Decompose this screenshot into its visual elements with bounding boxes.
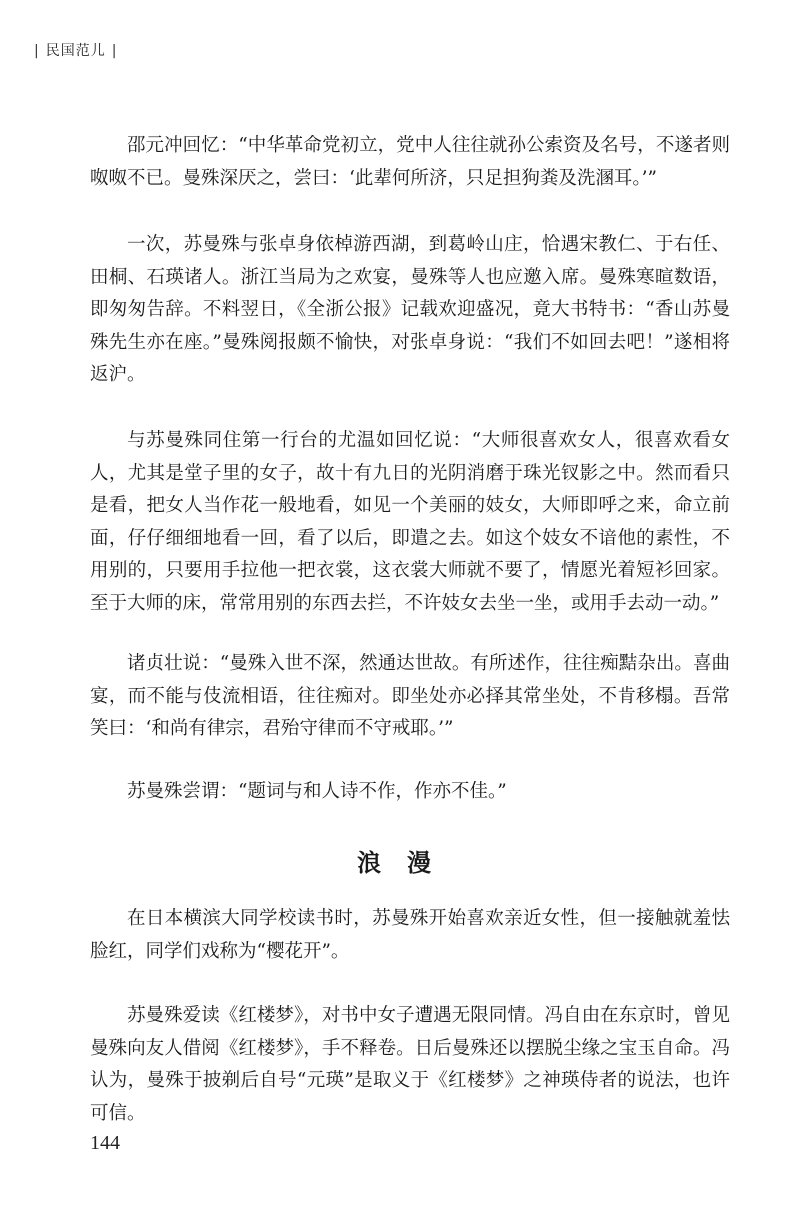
paragraph-yokohama: 在日本横滨大同学校读书时，苏曼殊开始喜欢亲近女性，但一接触就羞怯脸红，同学们戏称为“樱花开”。	[90, 908, 730, 962]
page-number: 144	[90, 1132, 120, 1154]
book-title: 民国范儿	[45, 43, 106, 59]
header-left-bar: |	[34, 43, 40, 59]
paragraph-shao-yuanchong: 邵元冲回忆：“中华革命党初立，党中人往往就孙公索资及名号，不遂者则呶呶不已。曼殊深厌之，尝曰：‘此辈何所济，只足担狗粪及洗溷耳。’”	[90, 135, 730, 189]
section-title: 浪漫	[357, 849, 457, 877]
paragraph-you-wenru: 与苏曼殊同住第一行台的尤温如回忆说：“大师很喜欢女人，很喜欢看女人，尤其是堂子里的女子，故十有九日的光阴消磨于珠光钗影之中。然而看只是看，把女人当作花一般地看，如见一个美丽的妓女，大师即呼之来，命立前面，仔仔细细地看一回，看了以后，即遣之去。如这个妓女不谙他的素性，不用别的，只要用手拉他一把衣裳，这衣裳大师就不要了，情愿光着短衫回家。至于大师的床，常常用别的东西去拦，不许妓女去坐一坐，或用手去动一动。”	[90, 430, 730, 614]
paragraph-poetry-remark: 苏曼殊尝谓：“题词与和人诗不作，作亦不佳。”	[127, 781, 507, 802]
header-right-bar: |	[111, 43, 118, 59]
running-header	[28, 40, 123, 60]
paragraph-zhu-zhenzhuang: 诸贞壮说：“曼殊入世不深，然通达世故。有所述作，往往痴黠杂出。喜曲宴，而不能与伎流相语，往往痴对。即坐处亦必择其常坐处，不肯移榻。吾常笑曰：‘和尚有律宗，君殆守律而不守戒耶。’”	[90, 653, 730, 739]
paragraph-west-lake: 一次，苏曼殊与张卓身依棹游西湖，到葛岭山庄，恰遇宋教仁、于右任、田桐、石瑛诸人。浙江当局为之欢宴，曼殊等人也应邀入席。曼殊寒暄数语，即匆匆告辞。不料翌日，《全浙公报》记载欢迎盛况，竟大书特书：“香山苏曼殊先生亦在座。”曼殊阅报颇不愉快，对张卓身说：“我们不如回去吧！”遂相将返沪。	[90, 234, 730, 385]
paragraph-red-chamber: 苏曼殊爱读《红楼梦》，对书中女子遭遇无限同情。冯自由在东京时，曾见曼殊向友人借阅《红楼梦》，手不释卷。日后曼殊还以摆脱尘缘之宝玉自命。冯认为，曼殊于披剃后自号“元瑛”是取义于《红楼梦》之神瑛侍者的说法，也许可信。	[90, 1005, 730, 1124]
